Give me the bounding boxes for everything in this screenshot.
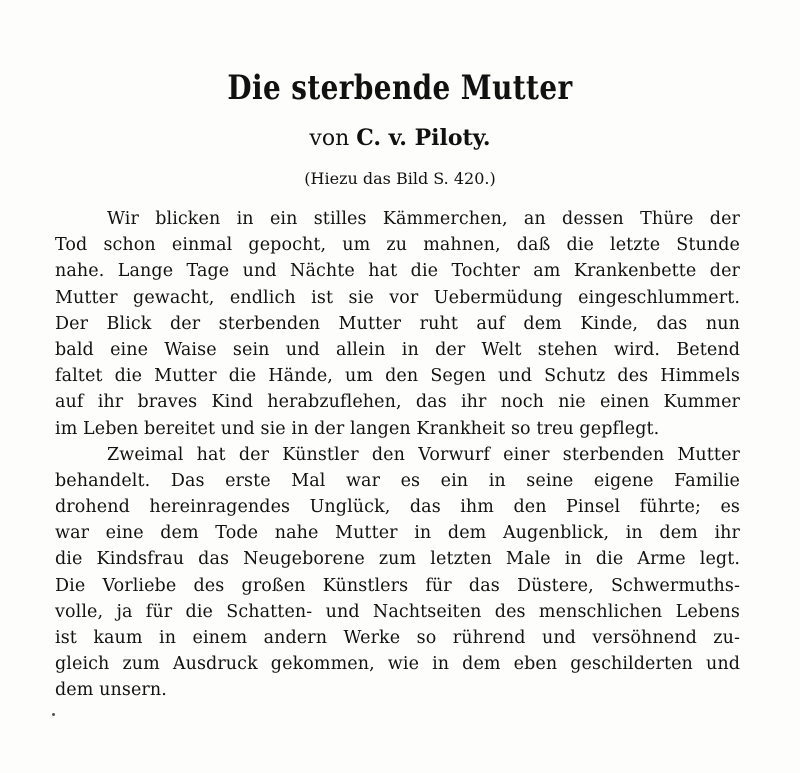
text-line: dem unsern. [55,680,167,701]
text-line: Die Vorliebe des großen Künstlers für das Düstere, Schwermuths- [55,575,740,596]
text-line: volle, ja für die Schatten- und Nachtseiten des menschlichen Lebens [55,601,740,622]
text-line: gleich zum Ausdruck gekommen, wie in dem eben geschilderten und [55,654,740,675]
text-line: nahe. Lange Tage und Nächte hat die Tochter am Krankenbette der [55,261,740,282]
text-line: im Leben bereitet und sie in der langen Krankheit so treu gepflegt. [55,418,660,439]
text-line: Zweimal hat der Künstler den Vorwurf einer sterbenden Mutter [107,444,740,465]
byline-prefix: von [309,126,350,151]
text-line: bald eine Waise sein und allein in der Welt stehen wird. Betend [55,339,740,360]
text-line: Wir blicken in ein stilles Kämmerchen, an dessen Thüre der [107,209,740,229]
text-line: war eine dem Tode nahe Mutter in dem Augenblick, in dem ihr [55,523,740,544]
article-body [55,206,740,704]
text-line: faltet die Mutter die Hände, um den Segen und Schutz des Himmels [55,366,740,387]
article-title: Die sterbende Mutter [227,68,573,108]
picture-reference-note: (Hiezu das Bild S. 420.) [304,169,496,188]
text-line: Tod schon einmal gepocht, um zu mahnen, daß die letzte Stunde [55,235,740,256]
author-name: C. v. Piloty. [356,125,491,151]
text-line: Mutter gewacht, endlich ist sie vor Uebermüdung eingeschlummert. [55,287,740,308]
print-speck [52,713,55,716]
text-line: behandelt. Das erste Mal war es ein in seine eigene Familie [55,470,740,491]
text-line: auf ihr braves Kind herabzuflehen, das ihr noch nie einen Kummer [55,392,740,413]
byline [0,125,800,151]
text-line: die Kindsfrau das Neugeborene zum letzten Male in die Arme legt. [55,549,740,570]
text-line: Der Blick der sterbenden Mutter ruht auf dem Kinde, das nun [55,313,740,334]
text-line: ist kaum in einem andern Werke so rührend und versöhnend zu- [55,628,740,648]
text-line: drohend hereinragendes Unglück, das ihm den Pinsel führte; es [55,497,740,518]
